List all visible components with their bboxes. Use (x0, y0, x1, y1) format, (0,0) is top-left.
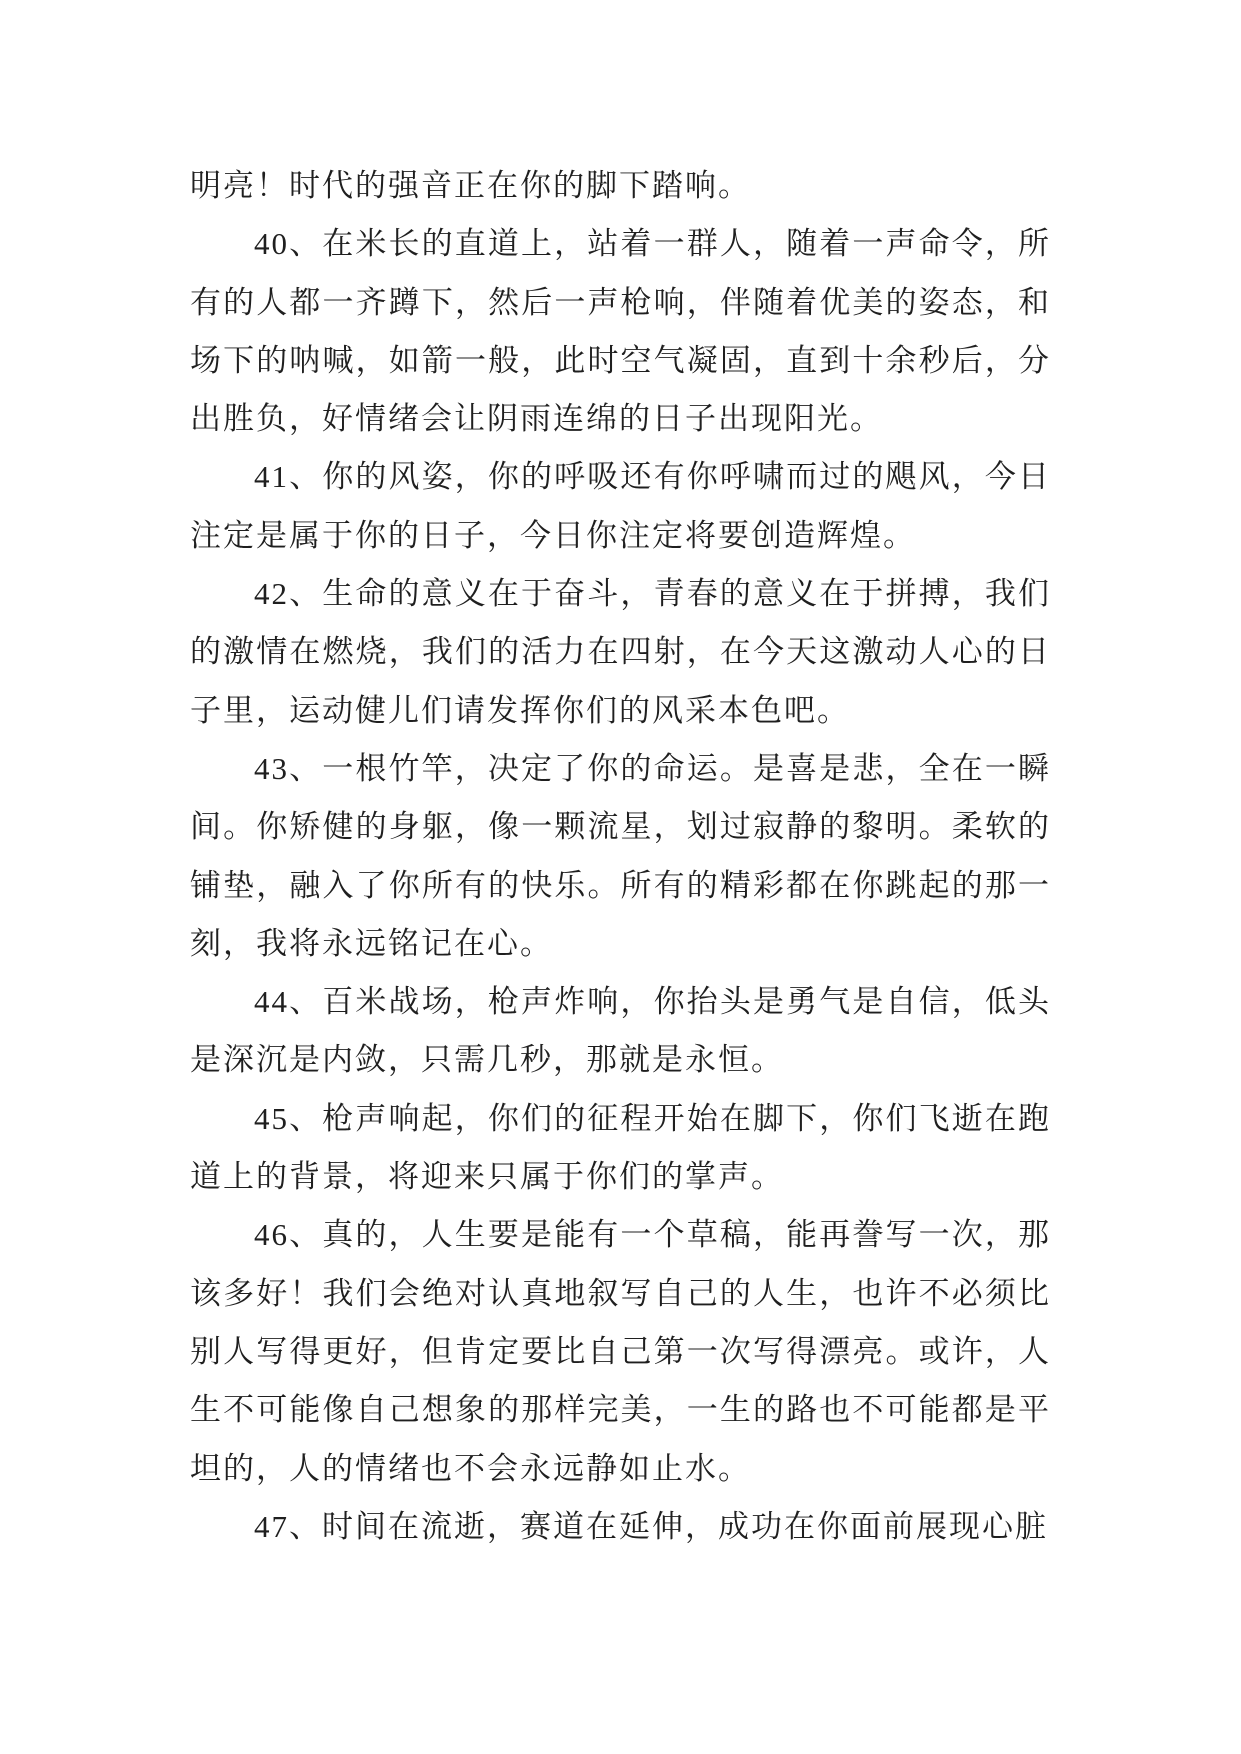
paragraph-44: 44、百米战场，枪声炸响，你抬头是勇气是自信，低头是深沉是内敛，只需几秒，那就是永恒。 (190, 984, 1051, 1078)
paragraph-47: 47、时间在流逝，赛道在延伸，成功在你面前展现心脏 (254, 1508, 1048, 1544)
paragraph-41: 41、你的风姿，你的呼吸还有你呼啸而过的飓风，今日注定是属于你的日子，今日你注定将要创造辉煌。 (190, 459, 1051, 553)
paragraph-carryover: 明亮！时代的强音正在你的脚下踏响。 (190, 168, 751, 203)
paragraph-45: 45、枪声响起，你们的征程开始在脚下，你们飞逝在跑道上的背景，将迎来只属于你们的掌声。 (190, 1100, 1051, 1195)
paragraph-46: 46、真的，人生要是能有一个草稿，能再誊写一次，那该多好！我们会绝对认真地叙写自己的人生，也许不必须比别人写得更好，但肯定要比自己第一次写得漂亮。或许，人生不可能像自己想象的那样完美，一生的路也不可能都是平坦的，人的情绪也不会永远静如止水。 (190, 1217, 1051, 1486)
paragraph-43: 43、一根竹竿，决定了你的命运。是喜是悲，全在一瞬间。你矫健的身躯，像一颗流星，划过寂静的黎明。柔软的铺垫，融入了你所有的快乐。所有的精彩都在你跳起的那一刻，我将永远铭记在心。 (190, 750, 1051, 961)
paragraph-40: 40、在米长的直道上，站着一群人，随着一声命令，所有的人都一齐蹲下，然后一声枪响，伴随着优美的姿态，和场下的呐喊，如箭一般，此时空气凝固，直到十余秒后，分出胜负，好情绪会让阴雨连绵的日子出现阳光。 (190, 226, 1051, 437)
document-text-block (190, 157, 1051, 1556)
paragraph-42: 42、生命的意义在于奋斗，青春的意义在于拼搏，我们的激情在燃烧，我们的活力在四射，在今天这激动人心的日子里，运动健儿们请发挥你们的风采本色吧。 (190, 576, 1051, 728)
